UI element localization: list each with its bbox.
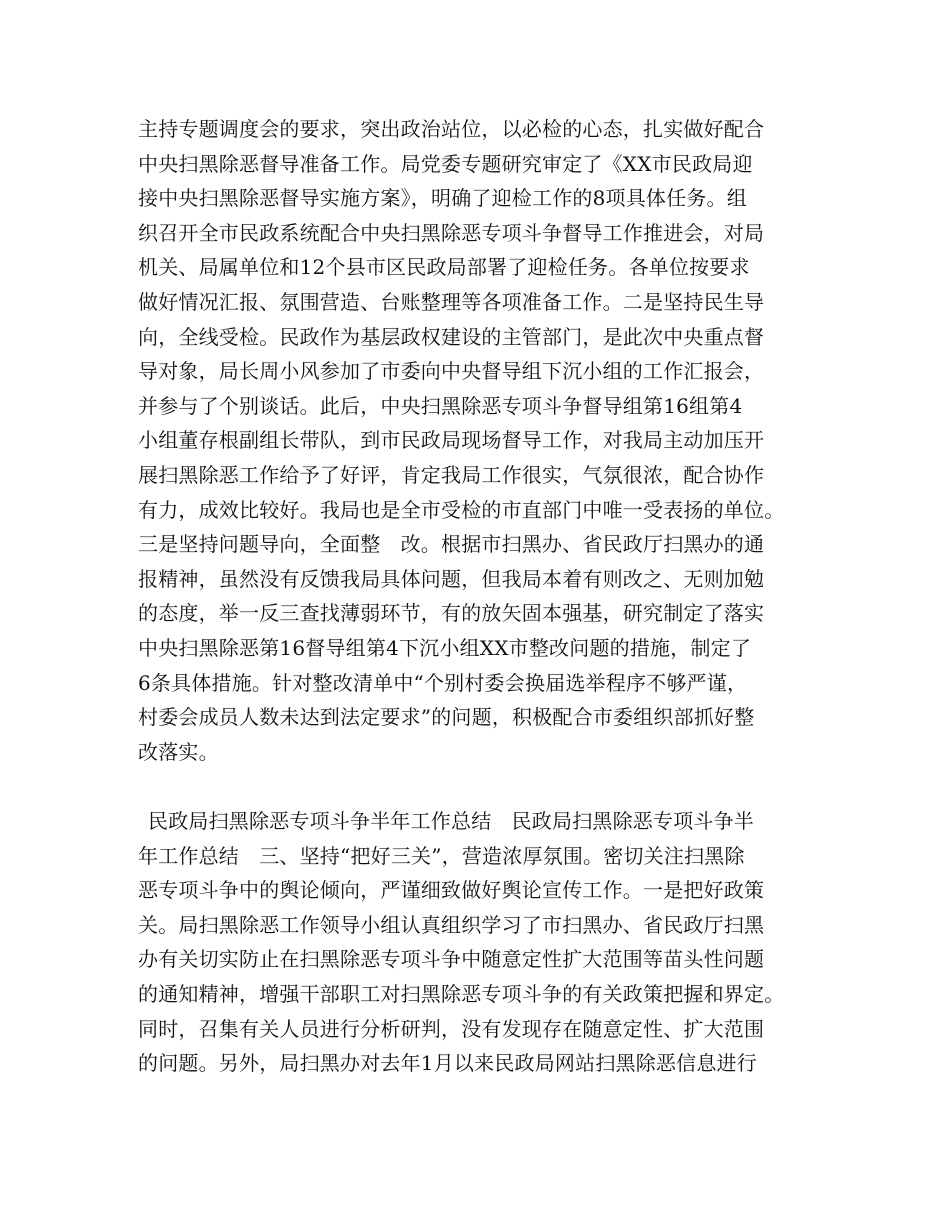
text-line: 恶专项斗争中的舆论倾向，严谨细致做好舆论宣传工作。一是把好政策 xyxy=(138,878,765,903)
text-line: 向，全线受检。民政作为基层政权建设的主管部门，是此次中央重点督 xyxy=(138,324,765,349)
text-line: 报精神，虽然没有反馈我局具体问题，但我局本着有则改之、无则加勉 xyxy=(138,566,765,591)
text-line: 织召开全市民政系统配合中央扫黑除恶专项斗争督导工作推进会，对局 xyxy=(138,220,765,245)
text-line: 展扫黑除恶工作给予了好评，肯定我局工作很实，气氛很浓，配合协作 xyxy=(138,462,765,487)
text-line: 并参与了个别谈话。此后，中央扫黑除恶专项斗争督导组第16组第4 xyxy=(138,393,743,418)
paragraph xyxy=(138,804,828,1081)
text-line: 机关、局属单位和12个县市区民政局部署了迎检任务。各单位按要求 xyxy=(138,255,750,280)
text-line: 年工作总结 三、坚持“把好三关”，营造浓厚氛围。密切关注扫黑除 xyxy=(138,843,745,868)
text-line: 的态度，举一反三查找薄弱环节，有的放矢固本强基，研究制定了落实 xyxy=(138,601,765,626)
text-line: 中央扫黑除恶第16督导组第4下沉小组XX市整改问题的措施，制定了 xyxy=(138,635,752,660)
text-line: 同时，召集有关人员进行分析研判，没有发现存在随意定性、扩大范围 xyxy=(138,1016,765,1041)
text-line: 村委会成员人数未达到法定要求”的问题，积极配合市委组织部抓好整 xyxy=(138,705,755,730)
text-line: 三是坚持问题导向，全面整 改。根据市扫黑办、省民政厅扫黑办的通 xyxy=(138,532,765,557)
text-line: 关。局扫黑除恶工作领导小组认真组织学习了市扫黑办、省民政厅扫黑 xyxy=(138,912,765,937)
text-line: 改落实。 xyxy=(138,739,219,764)
text-line: 6条具体措施。针对整改清单中“个别村委会换届选举程序不够严谨， xyxy=(138,670,748,695)
paragraph xyxy=(138,112,828,769)
text-line: 有力，成效比较好。我局也是全市受检的市直部门中唯一受表扬的单位。 xyxy=(138,497,785,522)
text-line: 导对象，局长周小风参加了市委向中央督导组下沉小组的工作汇报会， xyxy=(138,359,765,384)
text-line: 主持专题调度会的要求，突出政治站位，以必检的心态，扎实做好配合 xyxy=(138,117,765,141)
text-line: 的通知精神，增强干部职工对扫黑除恶专项斗争的有关政策把握和界定。 xyxy=(138,981,785,1006)
text-line: 的问题。另外，局扫黑办对去年1月以来民政局网站扫黑除恶信息进行 xyxy=(138,1051,757,1076)
text-line: 民政局扫黑除恶专项斗争半年工作总结 民政局扫黑除恶专项斗争半 xyxy=(148,809,754,833)
text-line: 接中央扫黑除恶督导实施方案》，明确了迎检工作的8项具体任务。组 xyxy=(138,186,747,211)
text-line: 办有关切实防止在扫黑除恶专项斗争中随意定性扩大范围等苗头性问题 xyxy=(138,947,765,972)
text-line: 中央扫黑除恶督导准备工作。局党委专题研究审定了《XX市民政局迎 xyxy=(138,151,753,176)
text-line: 做好情况汇报、氛围营造、台账整理等各项准备工作。二是坚持民生导 xyxy=(138,289,765,314)
text-line: 小组董存根副组长带队，到市民政局现场督导工作，对我局主动加压开 xyxy=(138,428,765,453)
